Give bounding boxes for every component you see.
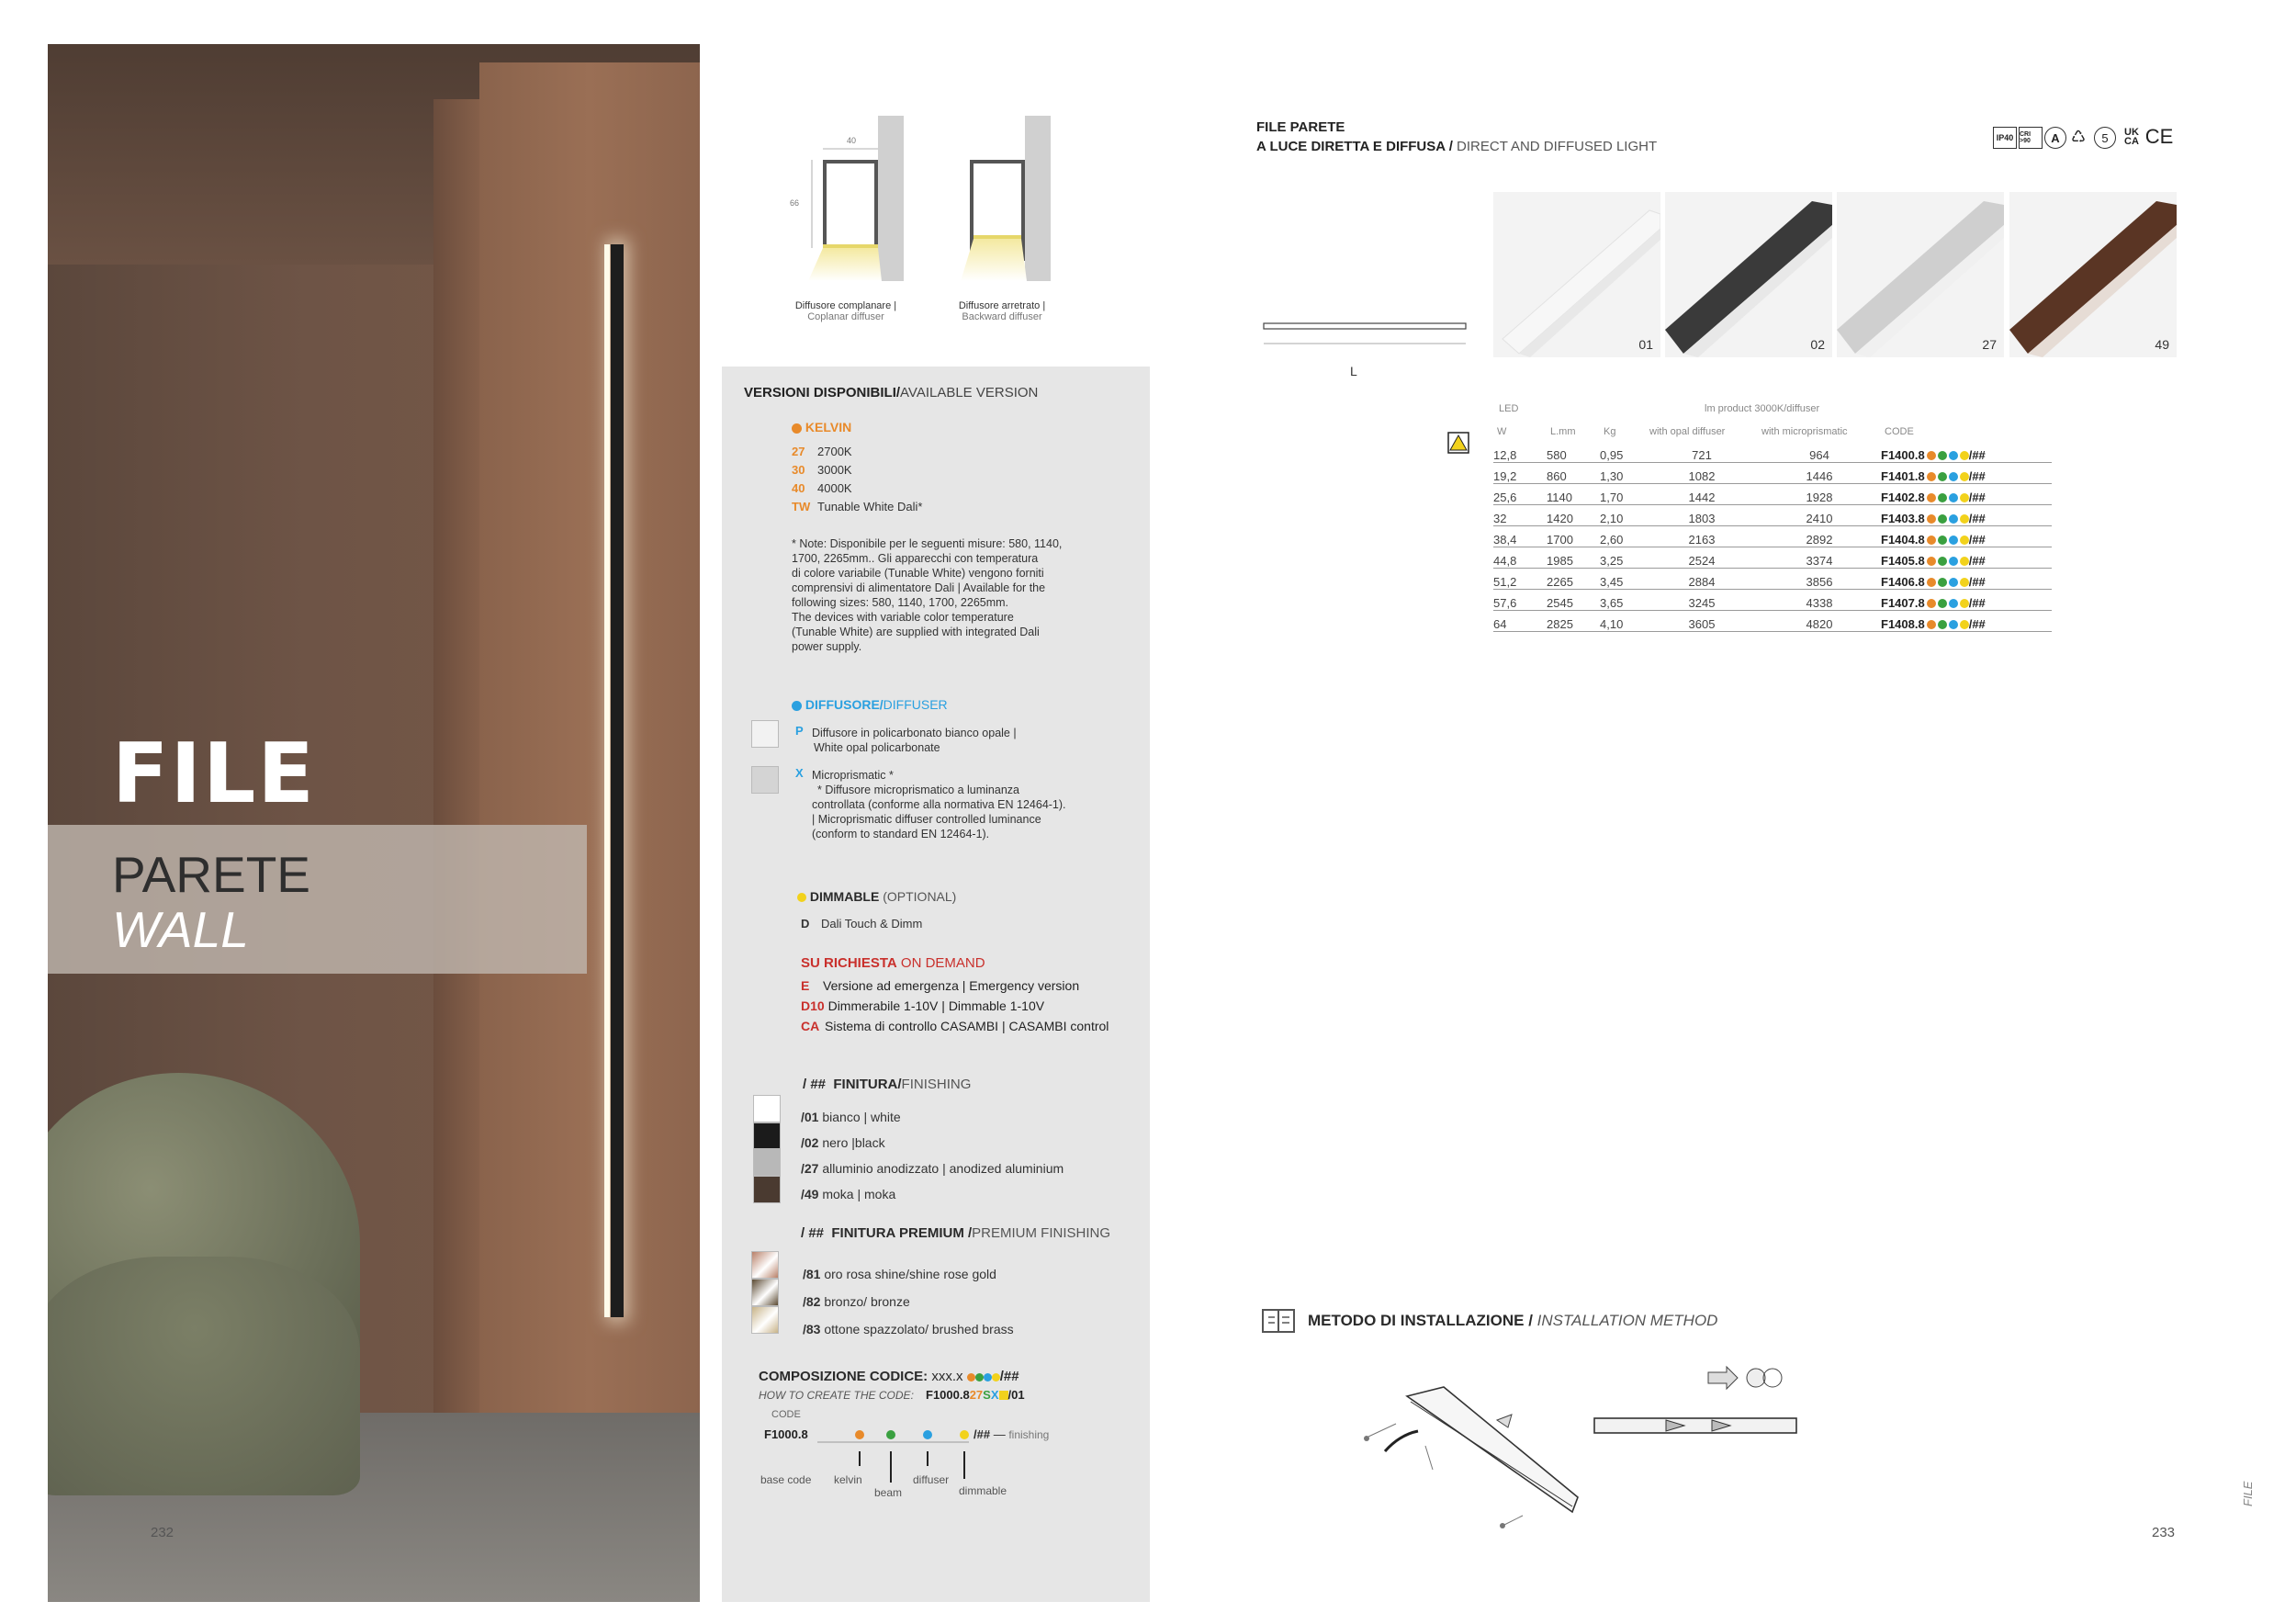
option-dot: [1938, 472, 1947, 481]
product-subtitle-it: PARETE: [112, 846, 310, 903]
finish-photo-49: 49: [2009, 192, 2177, 357]
premium-item: /81 oro rosa shine/shine rose gold: [803, 1267, 996, 1281]
demand-title: SU RICHIESTA ON DEMAND: [801, 955, 985, 971]
dim-width: 40: [847, 136, 857, 145]
lbl-dimmable: dimmable: [959, 1484, 1007, 1497]
premium-title: / ## FINITURA PREMIUM /PREMIUM FINISHING: [801, 1225, 1110, 1241]
table-cell: 1446: [1758, 463, 1881, 484]
code-finishing: /## — finishing: [974, 1427, 1050, 1441]
option-dot: [1949, 493, 1958, 502]
diffuser-x-code: X: [795, 766, 804, 780]
kelvin-title: KELVIN: [792, 420, 851, 434]
option-dot: [1927, 514, 1936, 524]
option-dot: [1927, 472, 1936, 481]
table-cell: 57,6: [1493, 590, 1547, 611]
demand-item: E Versione ad emergenza | Emergency version: [801, 978, 1080, 993]
table-cell: 3,65: [1600, 590, 1646, 611]
table-cell: 2163: [1646, 526, 1758, 547]
wall-block-1: [878, 116, 904, 281]
option-dot: [1927, 620, 1936, 629]
diffuser-p-code: P: [795, 724, 804, 738]
warning-icon: [1447, 432, 1469, 454]
option-dot: [1927, 451, 1936, 460]
table-cell: F1407.8 /##: [1881, 590, 2052, 611]
table-cell: 51,2: [1493, 569, 1547, 590]
table-cell: 580: [1547, 442, 1600, 463]
finish-photo-02: 02: [1665, 192, 1832, 357]
option-dot: [1960, 493, 1969, 502]
dimmable-title: DIMMABLE (OPTIONAL): [797, 889, 956, 904]
option-dot: [1938, 451, 1947, 460]
col-micro: with microprismatic: [1761, 426, 1848, 437]
lbl-diffuser: diffuser: [913, 1473, 950, 1486]
wall-lamp: [611, 244, 624, 1317]
lbl-kelvin: kelvin: [834, 1473, 862, 1486]
table-cell: 1803: [1646, 505, 1758, 526]
table-cell: 64: [1493, 611, 1547, 632]
dimmable-dot: [797, 893, 806, 902]
table-cell: 1,70: [1600, 484, 1646, 505]
armchair-seat: [48, 1257, 360, 1495]
option-dot: [1949, 514, 1958, 524]
product-photo: [48, 44, 700, 1602]
page-number-left: 232: [151, 1525, 174, 1540]
table-cell: 3245: [1646, 590, 1758, 611]
option-dot: [1960, 599, 1969, 608]
table-row: [1493, 611, 2052, 632]
table-cell: 1420: [1547, 505, 1600, 526]
table-cell: 44,8: [1493, 547, 1547, 569]
demand-item: D10 Dimmerabile 1-10V | Dimmable 1-10V: [801, 998, 1045, 1013]
option-dot: [1949, 578, 1958, 587]
table-row: [1493, 484, 2052, 505]
table-row: [1493, 590, 2052, 611]
col-code: CODE: [1885, 426, 1914, 437]
table-cell: 4820: [1758, 611, 1881, 632]
option-dot: [1938, 620, 1947, 629]
table-cell: 1082: [1646, 463, 1758, 484]
col-w: W: [1497, 426, 1507, 437]
option-dot: [1960, 578, 1969, 587]
cert-5: 5: [2094, 127, 2116, 149]
swatch-opal: [751, 720, 779, 748]
table-cell: 0,95: [1600, 442, 1646, 463]
table-cell: F1405.8 /##: [1881, 547, 2052, 569]
finish-photo-27: 27: [1837, 192, 2004, 357]
table-cell: 1985: [1547, 547, 1600, 569]
example-code: F1000.827SX /01: [926, 1388, 1025, 1402]
finish-item: /27 alluminio anodizzato | anodized aluminium: [801, 1161, 1064, 1176]
demand-list: [801, 976, 1109, 1036]
dim-height: 66: [790, 198, 800, 208]
dimmable-item: D Dali Touch & Dimm: [801, 917, 923, 930]
option-dot: [1938, 493, 1947, 502]
table-cell: 3856: [1758, 569, 1881, 590]
col-opal: with opal diffuser: [1649, 426, 1726, 437]
table-cell: 2892: [1758, 526, 1881, 547]
table-row: [1493, 547, 2052, 569]
manual-icon: [1261, 1306, 1298, 1336]
table-cell: 3605: [1646, 611, 1758, 632]
table-row: [1493, 569, 2052, 590]
option-dot: [1960, 514, 1969, 524]
option-dot: [1938, 578, 1947, 587]
install-title: METODO DI INSTALLAZIONE / INSTALLATION METHOD: [1308, 1312, 1718, 1329]
table-cell: 3374: [1758, 547, 1881, 569]
table-cell: 32: [1493, 505, 1547, 526]
diffuser-dot: [792, 701, 802, 711]
option-dot: [1949, 599, 1958, 608]
table-cell: 2524: [1646, 547, 1758, 569]
premium-swatch-83: [751, 1306, 779, 1334]
table-cell: 25,6: [1493, 484, 1547, 505]
option-dot: [1927, 557, 1936, 566]
cert-ip40: IP40: [1993, 127, 2017, 149]
option-dot: [1938, 599, 1947, 608]
code-word: CODE: [771, 1409, 801, 1420]
vertical-section-label: FILE: [2241, 1481, 2255, 1506]
kelvin-item: 27 2700K: [792, 445, 852, 458]
finish-item: /49 moka | moka: [801, 1187, 896, 1201]
cert-ce: CE: [2144, 125, 2174, 148]
table-lm-label: lm product 3000K/diffuser: [1705, 403, 1820, 414]
option-dot: [1927, 578, 1936, 587]
option-dot: [1960, 620, 1969, 629]
lamp-glow: [604, 244, 610, 1317]
finish-item: /01 bianco | white: [801, 1110, 901, 1124]
table-cell: 1140: [1547, 484, 1600, 505]
option-dot: [1927, 536, 1936, 545]
lbl-base-code: base code: [760, 1473, 812, 1486]
lbl-beam: beam: [874, 1486, 903, 1499]
page-number-right: 233: [2152, 1525, 2176, 1540]
recycle-icon: ♺: [2070, 127, 2087, 146]
kelvin-note: * Note: Disponibile per le seguenti misure: 580, 1140, 1700, 2265mm.. Gli apparecchi con temperatura di colore variabile (Tunable White) vengono forniti comprensivi di alimentatore Dali | Available for the following sizes: 580, 1140, 1700, 2265mm. The devices with variable color temperature (Tunable White) are supplied with integrated Dali power supply.: [792, 537, 1063, 653]
table-cell: F1402.8 /##: [1881, 484, 2052, 505]
finish-item: /02 nero |black: [801, 1135, 885, 1150]
option-dot: [1949, 557, 1958, 566]
table-cell: F1403.8 /##: [1881, 505, 2052, 526]
diffuser-p-desc: Diffusore in policarbonato bianco opale | White opal policarbonate: [812, 727, 1017, 754]
table-cell: 2265: [1547, 569, 1600, 590]
premium-item: /82 bronzo/ bronze: [803, 1294, 910, 1309]
option-dot: [1938, 557, 1947, 566]
premium-item: /83 ottone spazzolato/ brushed brass: [803, 1322, 1014, 1336]
premium-list: [803, 1260, 1014, 1343]
backward-label: Diffusore arretrato | Backward diffuser: [958, 300, 1046, 322]
coplanar-label: Diffusore complanare | Coplanar diffuser: [794, 300, 897, 322]
option-dot: [1927, 599, 1936, 608]
kelvin-list: [792, 443, 922, 516]
table-cell: F1408.8 /##: [1881, 611, 2052, 632]
finish-swatch-01: [753, 1095, 781, 1122]
option-dot: [1960, 451, 1969, 460]
option-dot: [1949, 620, 1958, 629]
table-row: [1493, 526, 2052, 547]
option-dot: [1960, 557, 1969, 566]
table-led-label: LED: [1499, 403, 1519, 414]
finish-swatch-02: [753, 1122, 781, 1150]
table-cell: 1442: [1646, 484, 1758, 505]
table-cell: 2410: [1758, 505, 1881, 526]
table-cell: F1400.8 /##: [1881, 442, 2052, 463]
table-cell: F1401.8 /##: [1881, 463, 2052, 484]
table-row: [1493, 442, 2052, 463]
table-cell: 3,45: [1600, 569, 1646, 590]
table-cell: 1,30: [1600, 463, 1646, 484]
kelvin-dot: [792, 423, 802, 434]
option-dot: [1938, 514, 1947, 524]
col-length: L.mm: [1550, 426, 1576, 437]
diffuser-title: DIFFUSORE/DIFFUSER: [792, 697, 948, 712]
table-cell: 721: [1646, 442, 1758, 463]
table-cell: 860: [1547, 463, 1600, 484]
option-dot: [1960, 536, 1969, 545]
table-cell: 38,4: [1493, 526, 1547, 547]
premium-swatch-82: [751, 1279, 779, 1306]
option-dot: [1949, 472, 1958, 481]
table-cell: 1700: [1547, 526, 1600, 547]
kelvin-item: TW Tunable White Dali*: [792, 500, 923, 513]
finish-photo-01: 01: [1493, 192, 1660, 357]
option-dot: [1949, 451, 1958, 460]
installation-diagram: [1359, 1359, 1837, 1543]
right-title: FILE PARETE A LUCE DIRETTA E DIFFUSA / DIRECT AND DIFFUSED LIGHT: [1256, 119, 1658, 154]
table-cell: 12,8: [1493, 442, 1547, 463]
kelvin-item: 30 3000K: [792, 463, 852, 477]
table-cell: F1404.8 /##: [1881, 526, 2052, 547]
finish-swatch-49: [753, 1176, 781, 1203]
versions-title: VERSIONI DISPONIBILI/AVAILABLE VERSION: [744, 385, 1039, 400]
side-view-diagram: [1262, 321, 1469, 358]
product-subtitle-en: WALL: [112, 901, 249, 958]
premium-swatch-81: [751, 1251, 779, 1279]
compose-title: COMPOSIZIONE CODICE: xxx.x /##: [759, 1369, 1019, 1384]
table-cell: F1406.8 /##: [1881, 569, 2052, 590]
option-dot: [1938, 536, 1947, 545]
option-dot: [1960, 472, 1969, 481]
finishing-title: / ## FINITURA/FINISHING: [803, 1077, 972, 1092]
finishing-list: [801, 1104, 1064, 1207]
profile-diagrams: [786, 112, 1062, 283]
table-row: [1493, 505, 2052, 526]
product-title: FILE: [112, 726, 316, 822]
swatch-microprismatic: [751, 766, 779, 794]
kelvin-item: 40 4000K: [792, 481, 852, 495]
table-cell: 4,10: [1600, 611, 1646, 632]
table-cell: 2825: [1547, 611, 1600, 632]
howto-label: HOW TO CREATE THE CODE:: [759, 1389, 914, 1402]
col-kg: Kg: [1604, 426, 1616, 437]
cert-a: A: [2044, 127, 2066, 149]
table-cell: 1928: [1758, 484, 1881, 505]
option-dot: [1927, 493, 1936, 502]
table-cell: 2545: [1547, 590, 1600, 611]
table-cell: 3,25: [1600, 547, 1646, 569]
cert-ukca: UK CA: [2124, 127, 2139, 147]
table-cell: 2,60: [1600, 526, 1646, 547]
table-cell: 19,2: [1493, 463, 1547, 484]
table-cell: 2,10: [1600, 505, 1646, 526]
option-dot: [1949, 536, 1958, 545]
spec-table: [1493, 442, 2052, 632]
table-row: [1493, 463, 2052, 484]
wall-block-2: [1025, 116, 1051, 281]
code-base: F1000.8: [764, 1427, 808, 1441]
table-cell: 964: [1758, 442, 1881, 463]
demand-item: CA Sistema di controllo CASAMBI | CASAMBI control: [801, 1019, 1109, 1033]
cert-cri: CRI >90: [2019, 127, 2043, 149]
table-cell: 4338: [1758, 590, 1881, 611]
table-cell: 2884: [1646, 569, 1758, 590]
diffuser-x-desc: Microprismatic * * Diffusore microprismatico a luminanza controllata (conforme alla normativa EN 12464-1). | Microprismatic diffuser controlled luminance (conform to standard EN 12464-1).: [812, 769, 1066, 840]
finish-swatch-27: [753, 1148, 781, 1176]
length-label: L: [1350, 364, 1357, 378]
